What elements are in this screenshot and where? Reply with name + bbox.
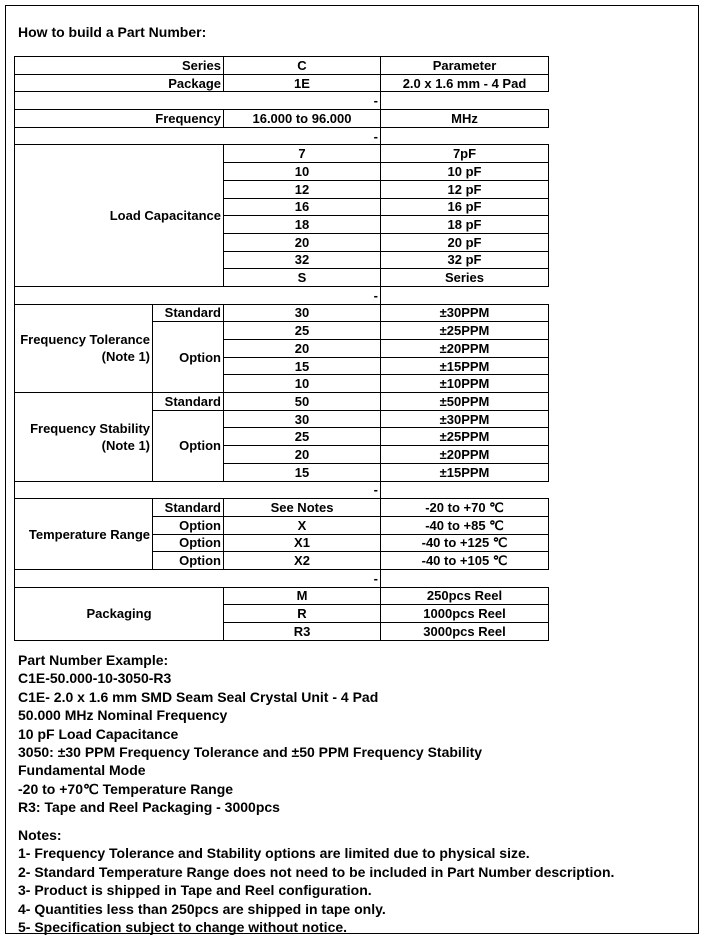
frequency-stability-label-line1: Frequency Stability [30,420,150,436]
frequency-tolerance-label-line2: (Note 1) [101,349,150,365]
tolerance-code: 20 [224,340,381,358]
separator-fill [381,286,549,304]
temperature-code: X1 [224,534,381,552]
packaging-code: R [224,605,381,623]
package-label: Package [15,74,224,92]
load-param: 7pF [381,145,549,163]
note-item: 2- Standard Temperature Range does not need to be included in Part Number description. [18,863,615,880]
table-row [15,74,549,92]
separator-fill [381,481,549,499]
tolerance-param: ±25PPM [381,322,549,340]
note-item: 5- Specification subject to change without notice. [18,919,348,936]
code-header: C [224,57,381,75]
example-line: R3: Tape and Reel Packaging - 3000pcs [18,799,280,816]
separator-dash: - [15,127,381,145]
load-param: Series [381,269,549,287]
stability-param: ±15PPM [381,463,549,481]
load-param: 12 pF [381,180,549,198]
temperature-code: See Notes [224,499,381,517]
separator-row [15,92,549,110]
load-capacitance-label: Load Capacitance [15,145,224,287]
temperature-range-label: Temperature Range [15,499,153,570]
separator-row [15,127,549,145]
table-row [15,393,549,411]
table-row [15,110,549,128]
packaging-code: R3 [224,623,381,641]
frequency-label: Frequency [15,110,224,128]
frequency-stability-label [15,393,153,481]
tolerance-param: ±20PPM [381,340,549,358]
temperature-type: Option [153,552,224,570]
tolerance-code: 15 [224,357,381,375]
separator-fill [381,127,549,145]
tolerance-code: 25 [224,322,381,340]
separator-dash: - [15,481,381,499]
temperature-code: X [224,516,381,534]
tolerance-param: ±10PPM [381,375,549,393]
separator-dash: - [15,286,381,304]
package-param: 2.0 x 1.6 mm - 4 Pad [381,74,549,92]
packaging-label: Packaging [15,587,224,640]
example-line: Fundamental Mode [18,762,146,779]
table-row [15,145,549,163]
temperature-type: Option [153,534,224,552]
frequency-tolerance-label-line1: Frequency Tolerance [20,332,150,348]
example-line: 3050: ±30 PPM Frequency Tolerance and ±50 PPM Frequency Stability [18,744,483,761]
stability-param: ±20PPM [381,446,549,464]
load-param: 32 pF [381,251,549,269]
stability-code: 50 [224,393,381,411]
separator-row [15,286,549,304]
tolerance-standard-label: Standard [153,304,224,322]
frequency-stability-label-line2: (Note 1) [101,437,150,453]
separator-dash: - [15,92,381,110]
load-code: 18 [224,216,381,234]
parameter-header: Parameter [381,57,549,75]
series-header: Series [15,57,224,75]
example-heading: Part Number Example: [18,652,169,668]
packaging-code: M [224,587,381,605]
example-line: C1E- 2.0 x 1.6 mm SMD Seam Seal Crystal Unit - 4 Pad [18,688,379,705]
tolerance-param: ±15PPM [381,357,549,375]
load-code: S [224,269,381,287]
stability-code: 15 [224,463,381,481]
temperature-param: -20 to +70 ℃ [381,499,549,517]
example-line: -20 to +70℃ Temperature Range [18,780,234,797]
stability-option-label: Option [153,410,224,481]
temperature-param: -40 to +125 ℃ [381,534,549,552]
note-item: 3- Product is shipped in Tape and Reel configuration. [18,882,372,899]
package-code: 1E [224,74,381,92]
stability-standard-label: Standard [153,393,224,411]
separator-fill [381,92,549,110]
load-code: 20 [224,233,381,251]
tolerance-code: 10 [224,375,381,393]
temperature-type: Option [153,516,224,534]
stability-param: ±25PPM [381,428,549,446]
packaging-param: 1000pcs Reel [381,605,549,623]
separator-row [15,569,549,587]
table-row [15,57,549,75]
part-number-table [14,56,549,641]
packaging-param: 250pcs Reel [381,587,549,605]
load-code: 12 [224,180,381,198]
note-item: 1- Frequency Tolerance and Stability options are limited due to physical size. [18,845,530,862]
frequency-code: 16.000 to 96.000 [224,110,381,128]
load-code: 10 [224,163,381,181]
notes-heading: Notes: [18,827,62,843]
tolerance-code: 30 [224,304,381,322]
temperature-type: Standard [153,499,224,517]
stability-code: 20 [224,446,381,464]
packaging-param: 3000pcs Reel [381,623,549,641]
load-code: 16 [224,198,381,216]
part-number-example [18,651,482,817]
example-line: C1E-50.000-10-3050-R3 [18,670,172,687]
separator-dash: - [15,569,381,587]
page-title: How to build a Part Number: [18,24,207,40]
table-row [15,304,549,322]
load-code: 7 [224,145,381,163]
load-code: 32 [224,251,381,269]
stability-param: ±50PPM [381,393,549,411]
stability-code: 25 [224,428,381,446]
load-param: 20 pF [381,233,549,251]
tolerance-option-label: Option [153,322,224,393]
temperature-code: X2 [224,552,381,570]
stability-param: ±30PPM [381,410,549,428]
load-param: 16 pF [381,198,549,216]
frequency-param: MHz [381,110,549,128]
separator-fill [381,569,549,587]
table-row [15,587,549,605]
example-line: 50.000 MHz Nominal Frequency [18,707,228,724]
example-line: 10 pF Load Capacitance [18,725,179,742]
note-item: 4- Quantities less than 250pcs are shipped in tape only. [18,900,386,917]
table-row [15,499,549,517]
temperature-param: -40 to +105 ℃ [381,552,549,570]
load-param: 18 pF [381,216,549,234]
frequency-tolerance-label [15,304,153,392]
temperature-param: -40 to +85 ℃ [381,516,549,534]
load-param: 10 pF [381,163,549,181]
notes-section [18,826,614,936]
separator-row [15,481,549,499]
stability-code: 30 [224,410,381,428]
tolerance-param: ±30PPM [381,304,549,322]
